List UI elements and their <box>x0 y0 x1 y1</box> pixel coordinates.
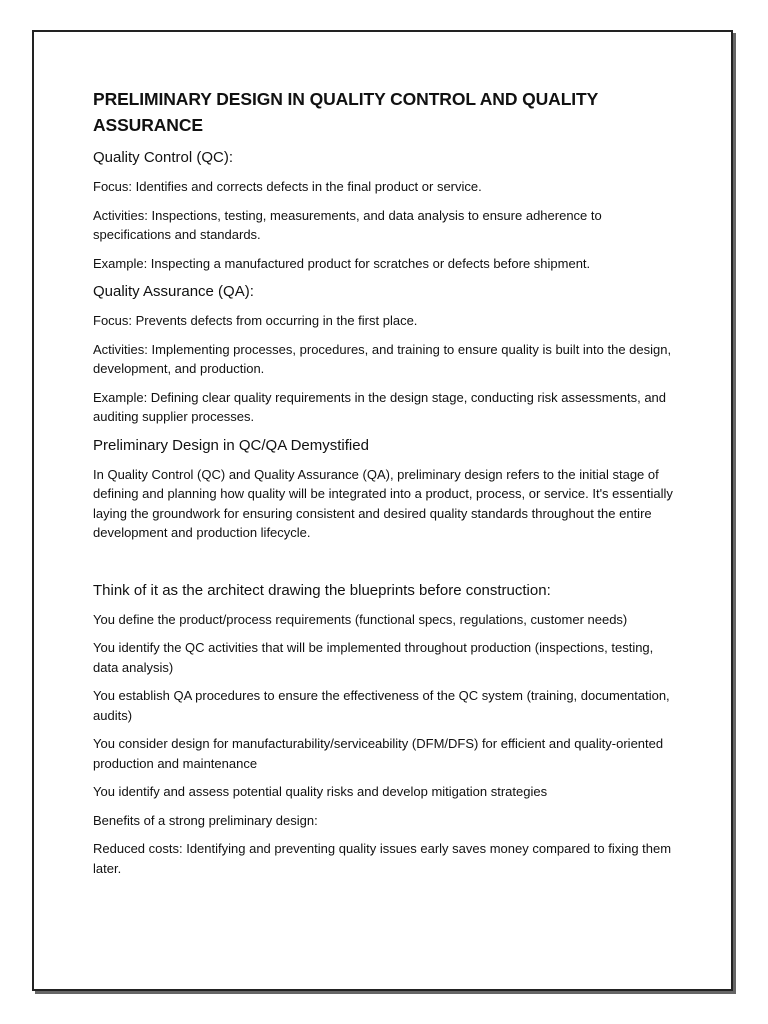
demystified-heading: Preliminary Design in QC/QA Demystified <box>93 436 369 454</box>
qa-heading: Quality Assurance (QA): <box>93 283 254 300</box>
qa-focus: Focus: Prevents defects from occurring in the first place. <box>93 313 418 328</box>
qc-activities: Activities: Inspections, testing, measurements, and data analysis to ensure adherence to specifications and standards. <box>93 207 602 242</box>
document-title: PRELIMINARY DESIGN IN QUALITY CONTROL AND QUALITY ASSURANCE <box>93 89 598 135</box>
qc-heading: Quality Control (QC): <box>93 149 234 166</box>
qa-activities: Activities: Implementing processes, procedures, and training to ensure quality is built into the design, development, and production. <box>93 341 672 376</box>
qa-example: Example: Defining clear quality requirements in the design stage, conducting risk assessments, and auditing supplier processes. <box>93 389 667 424</box>
architect-item: You identify and assess potential quality risks and develop mitigation strategies <box>93 784 548 799</box>
qc-example: Example: Inspecting a manufactured product for scratches or defects before shipment. <box>93 255 591 271</box>
qc-focus: Focus: Identifies and corrects defects in the final product or service. <box>93 179 482 194</box>
architect-heading: Think of it as the architect drawing the blueprints before construction: <box>93 581 551 599</box>
demystified-body: In Quality Control (QC) and Quality Assurance (QA), preliminary design refers to the initial stage of defining and planning how quality will be integrated into a product, process, or service. It's essentially laying the groundwork for ensuring consistent and desired quality standards throughout the entire development and production lifecycle. <box>93 466 673 540</box>
architect-item: You identify the QC activities that will be implemented throughout production (inspections, testing, data analysis) <box>93 640 654 675</box>
benefits-heading: Benefits of a strong preliminary design: <box>93 812 318 828</box>
architect-item: You establish QA procedures to ensure the effectiveness of the QC system (training, documentation, audits) <box>93 688 670 723</box>
architect-item: You define the product/process requirements (functional specs, regulations, customer needs) <box>93 611 628 627</box>
architect-item: You consider design for manufacturability/serviceability (DFM/DFS) for efficient and quality-oriented production and maintenance <box>93 736 664 771</box>
benefit-item: Reduced costs: Identifying and preventing quality issues early saves money compared to fixing them later. <box>93 841 672 876</box>
document-content <box>93 86 678 887</box>
